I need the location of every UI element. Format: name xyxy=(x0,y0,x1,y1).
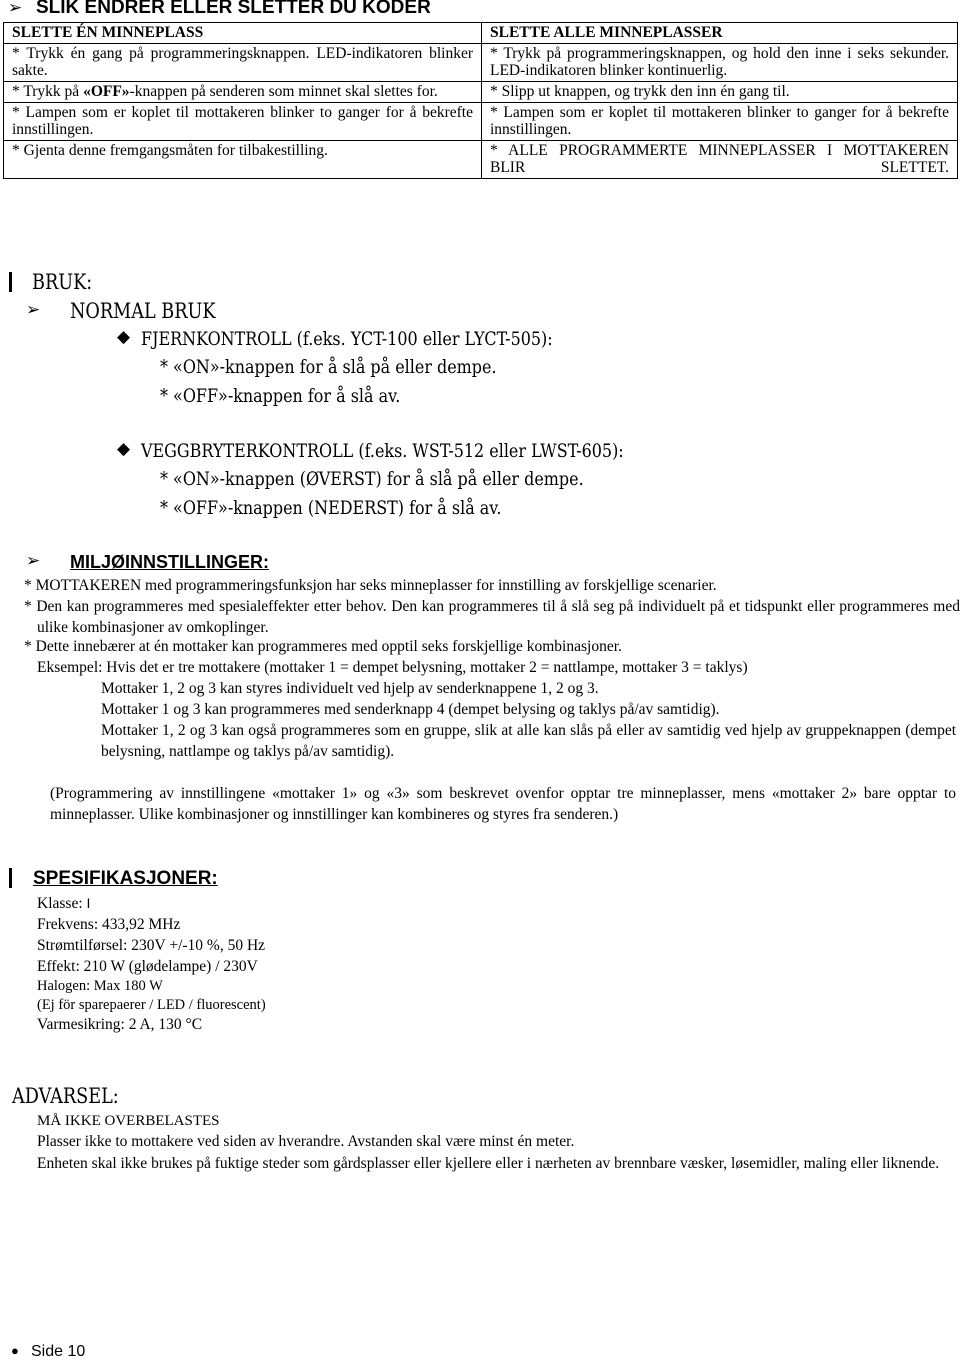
table-cell: * Lampen som er koplet til mottakeren blinker to ganger for å bekrefte innstillingen. xyxy=(4,103,482,141)
advarsel-sub: MÅ IKKE OVERBELASTES xyxy=(37,1113,220,1129)
wall-on-line: * «ON»-knappen (ØVERST) for å slå på eller dempe. xyxy=(160,468,584,490)
miljo-heading: MILJØINNSTILLINGER: xyxy=(70,552,269,572)
section-marker xyxy=(9,868,12,888)
klasse-value: I xyxy=(86,895,91,911)
table-header-left: SLETTE ÉN MINNEPLASS xyxy=(4,23,482,44)
code-table xyxy=(3,22,958,179)
section-marker xyxy=(9,272,12,292)
spec-klasse xyxy=(37,895,90,913)
spec-heading: SPESIFIKASJONER: xyxy=(33,868,218,889)
table-cell xyxy=(4,82,482,103)
advarsel-p2: Enheten skal ikke brukes på fuktige steder som gårdsplasser eller kjellere eller i nærheten av brennbare væsker, løsemidler, maling eller liknende. xyxy=(37,1155,940,1172)
spec-effekt: Effekt: 210 W (glødelampe) / 230V xyxy=(37,958,258,975)
example-line: Eksempel: Hvis det er tre mottakere (mottaker 1 = dempet belysning, mottaker 2 = nattlampe, mottaker 3 = taklys) xyxy=(37,659,748,676)
miljo-arrow-icon: ➢ xyxy=(26,551,41,571)
miljo-p1: * MOTTAKEREN med programmeringsfunksjon har seks minneplasser for innstilling av forskjellige scenarier. xyxy=(24,577,717,594)
remote-title: FJERNKONTROLL (f.eks. YCT-100 eller LYCT-505): xyxy=(141,328,553,350)
programming-note: (Programmering av innstillingene «mottaker 1» og «3» som beskrevet ovenfor opptar tre minneplasser, mens «mottaker 2» bare opptar to minneplasser. Ulike kombinasjoner og innstillinger kan kombineres og styres fra senderen.) xyxy=(50,785,956,823)
diamond-bullet-icon: ◆ xyxy=(117,439,131,459)
table-cell: * ALLE PROGRAMMERTE MINNEPLASSER I MOTTAKEREN BLIR SLETTET. xyxy=(482,141,958,179)
miljo-p3: * Dette innebærer at én mottaker kan programmeres med opptil seks forskjellige kombinasjoner. xyxy=(24,638,622,655)
spec-varme: Varmesikring: 2 A, 130 °C xyxy=(37,1016,203,1033)
cell-text: * Trykk på xyxy=(12,83,84,100)
cell-text: -knappen på senderen som minnet skal slettes for. xyxy=(129,83,438,100)
spec-halogen: Halogen: Max 180 W xyxy=(37,978,163,994)
off-label: «OFF» xyxy=(83,83,130,100)
wall-off-line: * «OFF»-knappen (NEDERST) for å slå av. xyxy=(160,497,502,519)
bruk-heading: BRUK: xyxy=(32,270,93,294)
table-cell: * Slipp ut knappen, og trykk den inn én gang til. xyxy=(482,82,958,103)
example-3: Mottaker 1, 2 og 3 kan også programmeres som en gruppe, slik at alle kan slås på eller av samtidig ved hjelp av gruppeknappen (dempet belysning, nattlampe og taklys på/av samtidig). xyxy=(101,722,956,760)
table-header-right: SLETTE ALLE MINNEPLASSER xyxy=(482,23,958,44)
klasse-label: Klasse: xyxy=(37,895,87,912)
normal-arrow-icon: ➢ xyxy=(26,300,41,320)
spec-strom: Strømtilførsel: 230V +/-10 %, 50 Hz xyxy=(37,937,266,954)
section-title: SLIK ENDRER ELLER SLETTER DU KODER xyxy=(36,0,431,18)
section-arrow-icon: ➢ xyxy=(8,0,23,18)
normal-bruk-heading: NORMAL BRUK xyxy=(70,299,216,323)
remote-on-line: * «ON»-knappen for å slå på eller dempe. xyxy=(160,356,497,378)
table-cell: * Trykk på programmeringsknappen, og hold den inne i seks sekunder. LED-indikatoren blinker kontinuerlig. xyxy=(482,44,958,82)
table-cell: * Lampen som er koplet til mottakeren blinker to ganger for å bekrefte innstillingen. xyxy=(482,103,958,141)
page-number: Side 10 xyxy=(31,1343,86,1360)
example-2: Mottaker 1 og 3 kan programmeres med senderknapp 4 (dempet belysing og taklys på/av samtidig). xyxy=(101,701,720,718)
table-cell: * Gjenta denne fremgangsmåten for tilbakestilling. xyxy=(4,141,482,179)
spec-ej: (Ej för sparepaerer / LED / fluorescent) xyxy=(37,997,266,1013)
page-bullet-icon: ● xyxy=(11,1343,19,1358)
spec-frekvens: Frekvens: 433,92 MHz xyxy=(37,916,181,933)
miljo-p2 xyxy=(24,596,960,638)
diamond-bullet-icon: ◆ xyxy=(117,327,131,347)
example-1: Mottaker 1, 2 og 3 kan styres individuelt ved hjelp av senderknappene 1, 2 og 3. xyxy=(101,680,599,697)
wall-title: VEGGBRYTERKONTROLL (f.eks. WST-512 eller LWST-605): xyxy=(141,440,624,462)
advarsel-heading: ADVARSEL: xyxy=(12,1084,119,1108)
remote-off-line: * «OFF»-knappen for å slå av. xyxy=(160,385,401,407)
miljo-p2-text: * Den kan programmeres med spesialeffekter etter behov. Den kan programmeres til å slå seg på individuelt på et tidspunkt eller programmeres med ulike kombinasjoner av omkoplinger. xyxy=(24,598,960,636)
advarsel-p1: Plasser ikke to mottakere ved siden av hverandre. Avstanden skal være minst én meter. xyxy=(37,1133,575,1150)
table-cell: * Trykk én gang på programmeringsknappen. LED-indikatoren blinker sakte. xyxy=(4,44,482,82)
